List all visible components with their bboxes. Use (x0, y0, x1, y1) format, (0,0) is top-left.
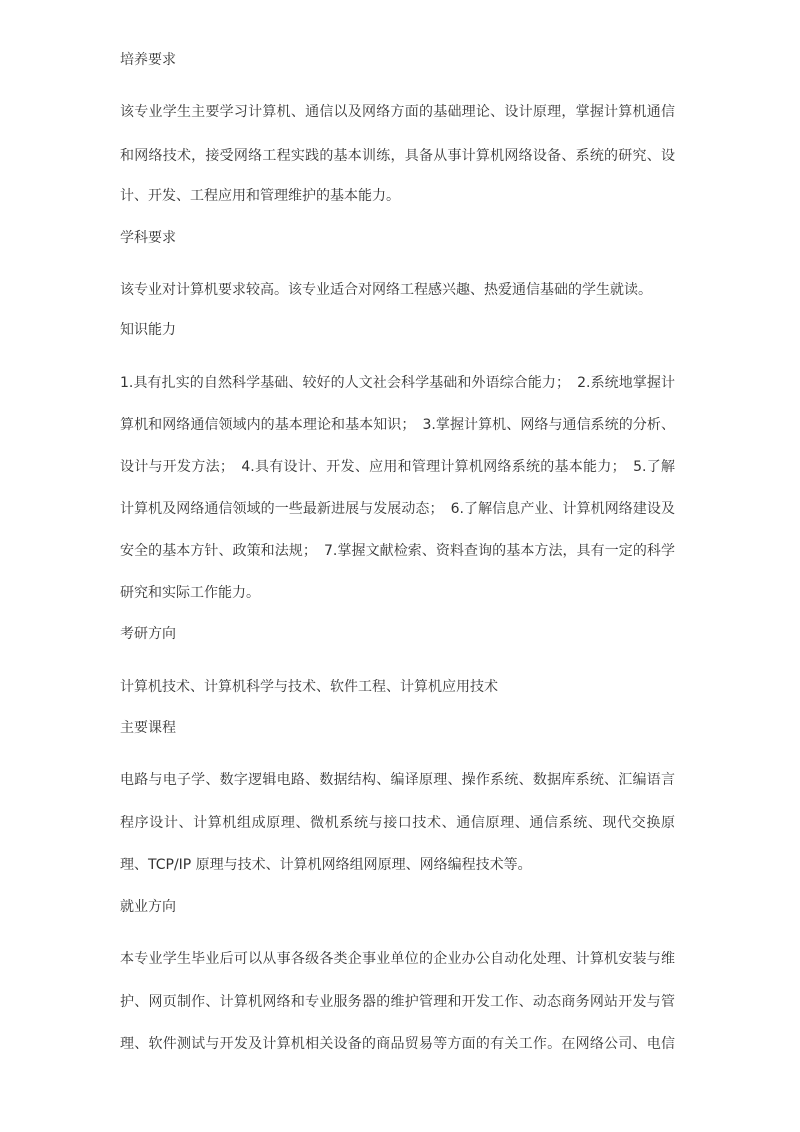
paragraph-line: 研究和实际工作能力。 (120, 585, 260, 601)
paragraph-line: 程序设计、计算机组成原理、微机系统与接口技术、通信原理、通信系统、现代交换原 (120, 815, 675, 831)
paragraph-line: 电路与电子学、数字逻辑电路、数据结构、编译原理、操作系统、数据库系统、汇编语言 (120, 772, 675, 788)
paragraph-line: 计算机及网络通信领域的一些最新进展与发展动态； 6.了解信息产业、计算机网络建设及 (120, 501, 675, 517)
paragraph-line: 安全的基本方针、政策和法规； 7.掌握文献检索、资料查询的基本方法，具有一定的科学 (120, 543, 675, 559)
paragraph-line: 理、软件测试与开发及计算机相关设备的商品贸易等方面的有关工作。在网络公司、电信 (120, 1036, 675, 1052)
paragraph-line: 本专业学生毕业后可以从事各级各类企事业单位的企业办公自动化处理、计算机安装与维 (120, 951, 675, 967)
section-heading-training-requirements: 培养要求 (120, 52, 176, 68)
paragraph-line: 护、网页制作、计算机网络和专业服务器的维护管理和开发工作、动态商务网站开发与管 (120, 994, 675, 1010)
section-heading-employment-directions: 就业方向 (120, 899, 176, 915)
paragraph-line: 设计与开发方法； 4.具有设计、开发、应用和管理计算机网络系统的基本能力； 5.了解 (120, 459, 675, 475)
paragraph-line: 计、开发、工程应用和管理维护的基本能力。 (120, 188, 400, 204)
paragraph-line: 1.具有扎实的自然科学基础、较好的人文社会科学基础和外语综合能力； 2.系统地掌握计 (120, 375, 675, 391)
paragraph-line: 理、TCP/IP 原理与技术、计算机网络组网原理、网络编程技术等。 (120, 857, 532, 873)
paragraph-line: 和网络技术，接受网络工程实践的基本训练，具备从事计算机网络设备、系统的研究、设 (120, 148, 675, 164)
section-heading-graduate-directions: 考研方向 (120, 626, 176, 642)
paragraph-line: 该专业对计算机要求较高。该专业适合对网络工程感兴趣、热爱通信基础的学生就读。 (120, 282, 652, 298)
paragraph-line: 算机和网络通信领域内的基本理论和基本知识； 3.掌握计算机、网络与通信系统的分析、 (120, 417, 675, 433)
paragraph-line: 该专业学生主要学习计算机、通信以及网络方面的基础理论、设计原理，掌握计算机通信 (120, 104, 675, 120)
section-heading-knowledge-abilities: 知识能力 (120, 322, 176, 338)
section-heading-main-courses: 主要课程 (120, 720, 176, 736)
paragraph-line: 计算机技术、计算机科学与技术、软件工程、计算机应用技术 (120, 679, 498, 695)
section-heading-subject-requirements: 学科要求 (120, 230, 176, 246)
